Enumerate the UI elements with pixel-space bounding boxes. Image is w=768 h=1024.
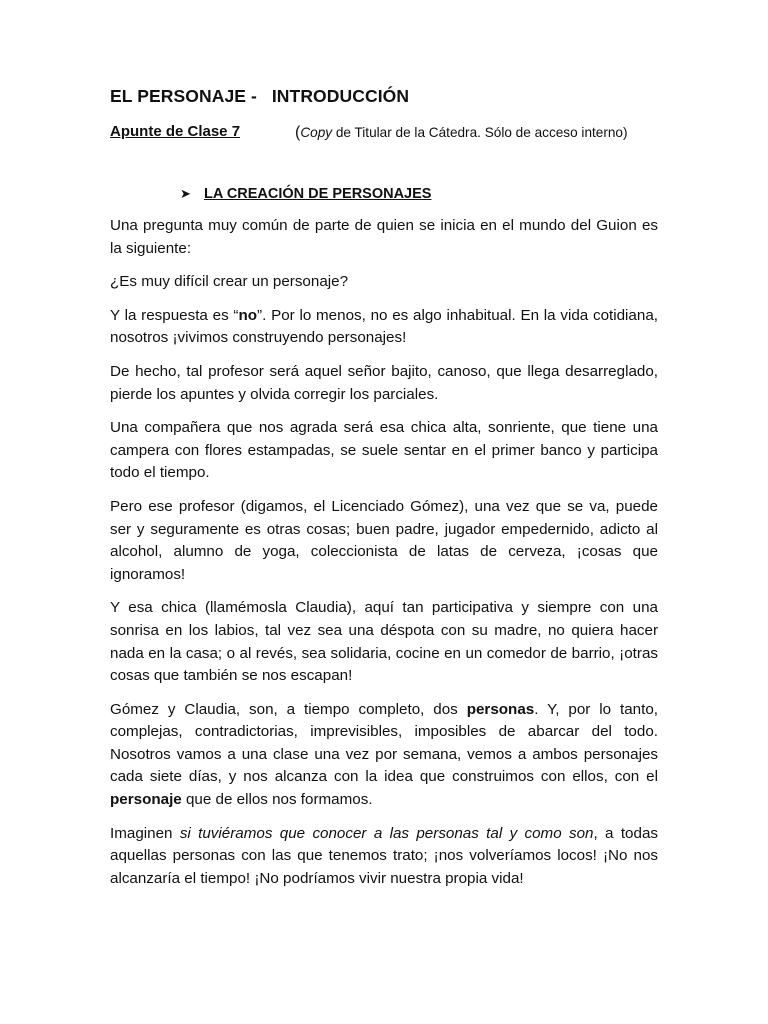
subtitle-row [110,123,670,140]
paragraph-1: Una pregunta muy común de parte de quien se inicia en el mundo del Guion es la siguiente: [110,217,658,257]
paragraph-7: Y esa chica (llamémosla Claudia), aquí tan participativa y siempre con una sonrisa en los labios, tal vez sea una déspota con su madre, no quiera hacer nada en la casa; o al revés, sea solidaria, cocine en un comedor de barrio, ¡otras cosas que también se nos escapan! [110,599,658,685]
paragraph-4: De hecho, tal profesor será aquel señor bajito, canoso, que llega desarreglado, pierde los apuntes y olvida corregir los parciales. [110,362,658,403]
section-heading [180,186,431,202]
paragraph-3-bold: no [238,306,258,324]
paragraph-8-e: que de ellos nos formamos. [181,791,373,809]
paragraph-8-a: Gómez y Claudia, son, a tiempo completo, dos [110,700,467,718]
paragraph-3-a: Y la respuesta es “ [110,306,239,324]
document-title: EL PERSONAJE - INTRODUCCIÓN [110,86,410,106]
copy-note-italic: Copy [300,125,333,140]
paragraph-8-c: . Y, por lo tanto, complejas, contradictorias, imprevisibles, imposibles de abarcar del todo. Nosotros vamos a una clase una vez por semana, vemos a ambos personajes cada siete días, y nos alcanza con la idea que construimos con ellos, con el [110,700,658,786]
paragraph-8-bold-personas: personas [466,700,535,718]
paragraph-2: ¿Es muy difícil crear un personaje? [110,273,349,291]
paragraph-9-a: Imaginen [110,824,180,842]
paragraph-6: Pero ese profesor (digamos, el Licenciado Gómez), una vez que se va, puede ser y seguramente es otras cosas; buen padre, jugador empedernido, adicto al alcohol, alumno de yoga, coleccionista de latas de cerveza, ¡cosas que ignoramos! [110,497,658,583]
paragraph-9 [110,823,658,891]
paragraph-8-bold-personaje: personaje [110,791,182,809]
paragraph-5: Una compañera que nos agrada será esa chica alta, sonriente, que tiene una campera con flores estampadas, se suele sentar en el primer banco y participa todo el tiempo. [110,419,658,482]
body-text [110,215,658,901]
copy-note [295,124,628,142]
paragraph-9-italic: si tuviéramos que conocer a las personas tal y como son [179,824,594,842]
arrow-bullet-icon: ➤ [180,186,191,201]
paragraph-3-c: ”. Por lo menos, no es algo inhabitual. En la vida cotidiana, nosotros ¡vivimos construyendo personajes! [110,306,658,347]
paragraph-9-c: , a todas aquellas personas con las que tenemos trato; ¡nos volveríamos locos! ¡No nos alcanzaría el tiempo! ¡No podríamos vivir nuestra propia vida! [110,824,658,887]
copy-note-open-paren: ( [295,124,301,141]
class-notes-subtitle: Apunte de Clase 7 [110,123,241,140]
paragraph-8 [110,699,658,812]
paragraph-3 [110,305,658,350]
section-heading-text: LA CREACIÓN DE PERSONAJES [204,186,432,202]
copy-note-rest: de Titular de la Cátedra. Sólo de acceso interno) [332,125,628,140]
